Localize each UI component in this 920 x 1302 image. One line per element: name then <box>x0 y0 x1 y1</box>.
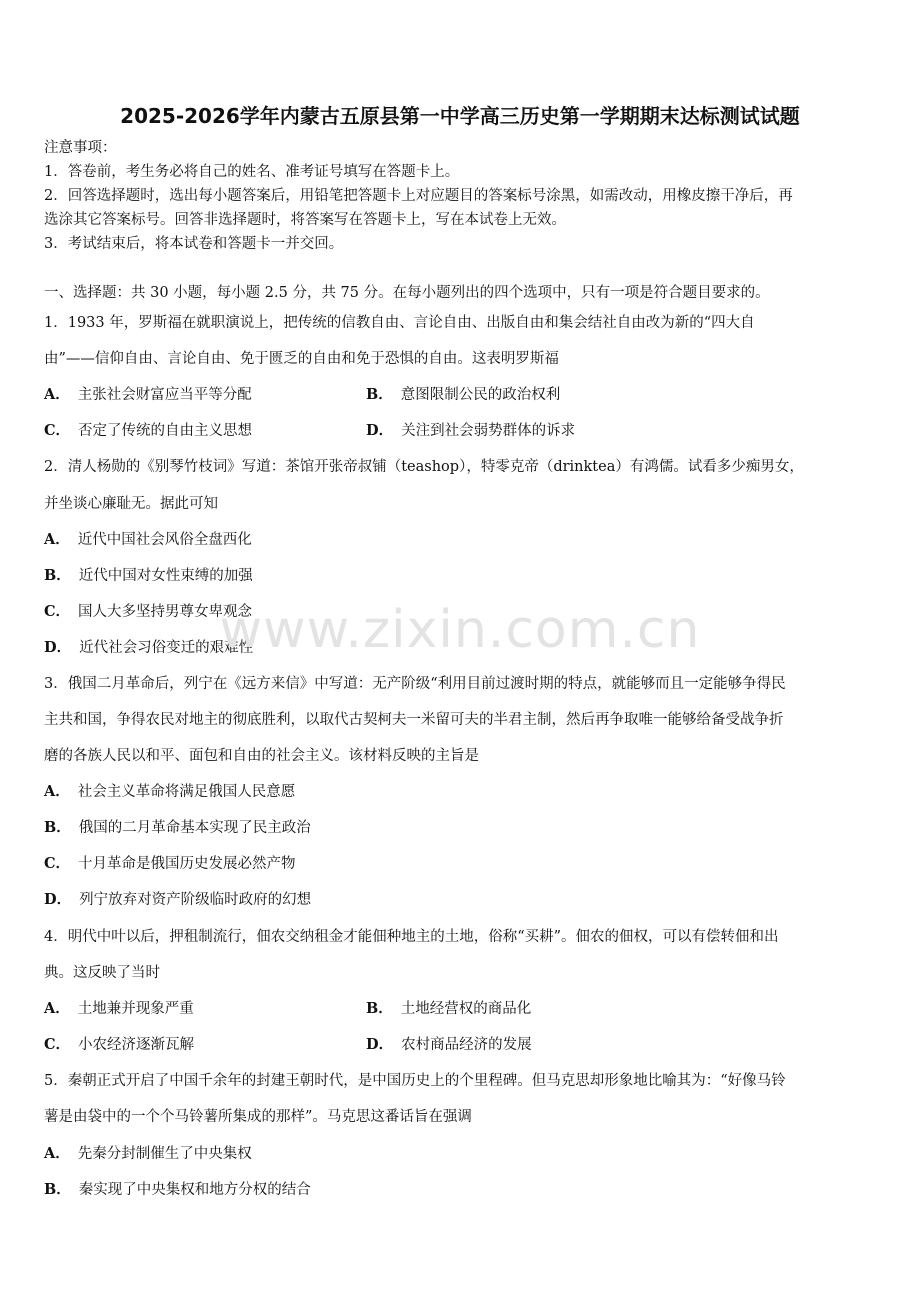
option-label: A． <box>44 386 70 403</box>
question-3-text: 磨的各族人民以和平、面包和自由的社会主义。该材料反映的主旨是 <box>44 748 479 764</box>
question-2-text: 2．清人杨勋的《别琴竹枝词》写道：茶馆开张帝叔铺（teashop），特零克帝（drinktea）有鸿儒。试看多少痴男女， <box>44 459 804 475</box>
option-text: 小农经济逐渐瓦解 <box>78 1037 195 1053</box>
question-3-text: 主共和国，争得农民对地主的彻底胜利，以取代古契柯夫一米留可夫的半君主制，然后再争取唯一能够给备受战争折 <box>44 712 784 728</box>
question-2-option-d[interactable] <box>44 638 253 658</box>
option-text: 土地经营权的商品化 <box>400 1001 532 1017</box>
question-1-text: 由”——信仰自由、言论自由、免于匮乏的自由和免于恐惧的自由。这表明罗斯福 <box>44 351 559 367</box>
option-text: 国人大多坚持男尊女卑观念 <box>78 604 253 620</box>
question-3-option-b[interactable] <box>44 818 311 838</box>
notice-item: 3．考试结束后，将本试卷和答题卡一并交回。 <box>44 236 344 252</box>
option-label: D． <box>366 1036 394 1053</box>
option-text: 俄国的二月革命基本实现了民主政治 <box>78 820 311 836</box>
notice-item: 选涂其它答案标号。回答非选择题时，将答案写在答题卡上，写在本试卷上无效。 <box>44 212 566 228</box>
option-label: B． <box>44 567 71 584</box>
notice-item: 1．答卷前，考生务必将自己的姓名、准考证号填写在答题卡上。 <box>44 164 460 180</box>
option-text: 近代社会习俗变迁的艰难性 <box>79 640 254 656</box>
option-label: C． <box>44 855 71 872</box>
option-label: B． <box>366 386 393 403</box>
option-text: 近代中国社会风俗全盘西化 <box>77 532 252 548</box>
question-3-text: 3．俄国二月革命后，列宁在《远方来信》中写道：无产阶级“利用目前过渡时期的特点，就能够而且一定能够争得民 <box>44 676 786 692</box>
option-label: A． <box>44 531 70 548</box>
question-2-option-a[interactable] <box>44 530 252 550</box>
option-text: 十月革命是俄国历史发展必然产物 <box>78 856 296 872</box>
question-1-option-d[interactable] <box>366 421 575 441</box>
option-text: 土地兼并现象严重 <box>77 1001 194 1017</box>
question-5-option-a[interactable] <box>44 1144 252 1164</box>
option-label: D． <box>44 891 72 908</box>
option-label: A． <box>44 783 70 800</box>
question-5-text: 5．秦朝正式开启了中国千余年的封建王朝时代，是中国历史上的个里程碑。但马克思却形象地比喻其为：“好像马铃 <box>44 1073 786 1089</box>
option-label: C． <box>44 1036 71 1053</box>
option-text: 主张社会财富应当平等分配 <box>77 387 252 403</box>
question-2-option-c[interactable] <box>44 602 252 622</box>
question-4-option-b[interactable] <box>366 999 531 1019</box>
question-4-option-a[interactable] <box>44 999 194 1019</box>
question-5-text: 薯是由袋中的一个个马铃薯所集成的那样”。马克思这番话旨在强调 <box>44 1109 472 1125</box>
notice-item: 2．回答选择题时，选出每小题答案后，用铅笔把答题卡上对应题目的答案标号涂黑，如需改动，用橡皮擦干净后，再 <box>44 188 793 204</box>
option-label: A． <box>44 1145 70 1162</box>
option-text: 关注到社会弱势群体的诉求 <box>401 423 576 439</box>
option-text: 近代中国对女性束缚的加强 <box>78 568 253 584</box>
question-4-text: 典。这反映了当时 <box>44 965 160 981</box>
option-label: D． <box>366 422 394 439</box>
notice-heading: 注意事项： <box>44 140 117 156</box>
option-text: 列宁放弃对资产阶级临时政府的幻想 <box>79 892 312 908</box>
question-5-option-b[interactable] <box>44 1180 311 1200</box>
option-label: A． <box>44 1000 70 1017</box>
question-1-option-a[interactable] <box>44 385 252 405</box>
option-label: B． <box>44 819 71 836</box>
question-3-option-d[interactable] <box>44 890 311 910</box>
option-label: D． <box>44 639 72 656</box>
option-label: C． <box>44 603 71 620</box>
question-1-option-c[interactable] <box>44 421 252 441</box>
question-1-option-b[interactable] <box>366 385 560 405</box>
option-text: 意图限制公民的政治权利 <box>400 387 561 403</box>
option-text: 否定了传统的自由主义思想 <box>78 423 253 439</box>
question-4-option-c[interactable] <box>44 1035 194 1055</box>
question-1-text: 1．1933 年，罗斯福在就职演说上，把传统的信教自由、言论自由、出版自由和集会结社自由改为新的“四大自 <box>44 315 755 331</box>
option-text: 社会主义革命将满足俄国人民意愿 <box>77 784 296 800</box>
option-text: 先秦分封制催生了中央集权 <box>77 1146 252 1162</box>
question-4-text: 4．明代中叶以后，押租制流行，佃农交纳租金才能佃种地主的土地，俗称“买耕”。佃农的佃权，可以有偿转佃和出 <box>44 929 779 945</box>
watermark: www.zixin.com.cn <box>219 600 701 660</box>
option-text: 农村商品经济的发展 <box>401 1037 532 1053</box>
option-label: B． <box>366 1000 393 1017</box>
question-3-option-a[interactable] <box>44 782 295 802</box>
section-heading: 一、选择题：共 30 小题，每小题 2.5 分，共 75 分。在每小题列出的四个选项中，只有一项是符合题目要求的。 <box>44 285 770 301</box>
question-2-option-b[interactable] <box>44 566 253 586</box>
option-label: B． <box>44 1181 71 1198</box>
question-2-text: 并坐谈心廉耻无。据此可知 <box>44 496 218 512</box>
page-title: 2025-2026学年内蒙古五原县第一中学高三历史第一学期期末达标测试试题 <box>120 104 800 128</box>
option-label: C． <box>44 422 71 439</box>
option-text: 秦实现了中央集权和地方分权的结合 <box>78 1182 311 1198</box>
question-3-option-c[interactable] <box>44 854 296 874</box>
question-4-option-d[interactable] <box>366 1035 532 1055</box>
